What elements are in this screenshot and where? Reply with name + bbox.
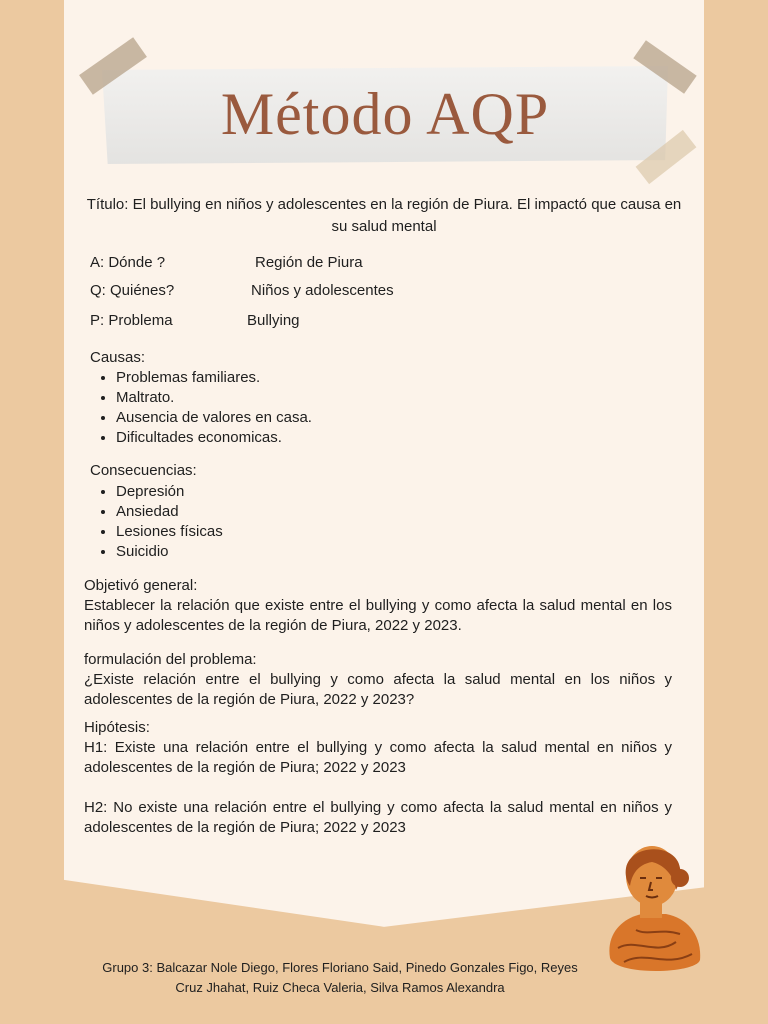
aqp-p-label: P: Problema	[90, 312, 173, 329]
causes-label: Causas:	[90, 349, 146, 366]
list-item: • Ansiedad	[116, 502, 223, 522]
aqp-a-label: A: Dónde ?	[90, 254, 166, 271]
aqp-q-value: Niños y adolescentes	[251, 282, 394, 299]
list-item: • Problemas familiares.	[116, 368, 312, 388]
objective-text: Establecer la relación que existe entre el bullying y como afecta la salud mental en los niños y adolescentes de la región de Piura, 2022 y 2023.	[84, 597, 672, 634]
list-item: • Ausencia de valores en casa.	[116, 408, 312, 428]
document-title: Título: El bullying en niños y adolescentes en la región de Piura. El impactó que causa en su salud mental	[86, 196, 682, 235]
consequences-list	[96, 482, 223, 562]
aqp-q-label: Q: Quiénes?	[90, 282, 175, 299]
consequences-label: Consecuencias:	[90, 462, 197, 479]
classical-bust-icon	[596, 838, 706, 978]
problem-text: ¿Existe relación entre el bullying y como afecta la salud mental en los niños y adolescentes de la región de Piura, 2022 y 2023?	[84, 671, 672, 708]
footer-credits	[40, 958, 640, 998]
causes-list	[96, 368, 312, 448]
list-item: • Maltrato.	[116, 388, 312, 408]
page-title: Método AQP	[220, 81, 550, 147]
footer-line-1: Grupo 3: Balcazar Nole Diego, Flores Floriano Said, Pinedo Gonzales Figo, Reyes	[102, 960, 578, 975]
hypothesis-h2: H2: No existe una relación entre el bullying y como afecta la salud mental en niños y adolescentes de la región de Piura; 2022 y 2023	[84, 799, 672, 836]
list-item: • Lesiones físicas	[116, 522, 223, 542]
list-item: • Dificultades economicas.	[116, 428, 312, 448]
list-item: • Depresión	[116, 482, 223, 502]
aqp-p-value: Bullying	[247, 312, 300, 329]
aqp-a-value: Región de Piura	[255, 254, 363, 271]
hypothesis-h1: H1: Existe una relación entre el bullying y como afecta la salud mental en niños y adolescentes de la región de Piura; 2022 y 2023	[84, 739, 672, 776]
list-item: • Suicidio	[116, 542, 223, 562]
objective-label: Objetivó general:	[84, 577, 198, 594]
footer-line-2: Cruz Jhahat, Ruiz Checa Valeria, Silva Ramos Alexandra	[175, 980, 505, 995]
hypothesis-label: Hipótesis:	[84, 719, 150, 736]
problem-label: formulación del problema:	[84, 651, 257, 668]
